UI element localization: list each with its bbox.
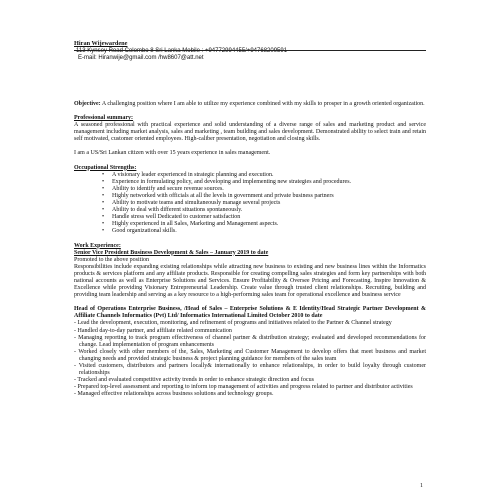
header-divider xyxy=(74,50,426,51)
email-line: E-mail: Hiranwije@gmail.com /hw8607@att.net xyxy=(78,55,204,62)
list-item: - Handled day-to-day partner, and affiliate related communication xyxy=(74,327,232,334)
list-item: • Ability to identify and secure revenue sources. xyxy=(102,186,426,193)
objective-text: A challenging position where I am able to utilize my experience combined with my skills to prosper in a growth oriented organization. xyxy=(100,101,425,107)
address-line: 113 Kynsey Road Colombo 8 Sri Lanka Mobile : +94772994455/+94768209591 xyxy=(76,47,288,54)
list-item: - Visited customers, distributors and partners locally& internationally to enhance relationships, in order to build loyalty through customer relationships xyxy=(74,363,426,377)
job1-note: Promoted to the above position xyxy=(74,256,149,263)
list-item: - Managed effective relationships across business solutions and technology groups. xyxy=(74,391,274,398)
strengths-section xyxy=(74,165,426,236)
contact-header xyxy=(74,40,426,63)
objective-label: Objective: xyxy=(74,101,101,107)
list-item: - Managing reporting to track program effectiveness of channel partner & distribution strategy; evaluated and developed recommendations for change. Lead implementation of program enhancements xyxy=(74,334,426,348)
job1-description: Responsibilities include expanding existing relationships while attracting new business to existing and new business lines within the Informatics products & services platform and any affiliate products. Responsible for creating compelling sales strategies and form key partnerships with both national accounts as well as Enterprise Solutions and Services. Ensure Profitability & Oversee Pricing and Forecasting. Inspire Innovation & Excellence while providing Visionary Entrepreneurial Leadership. Create value through trusted client relationships. Recruiting, building and providing team leadership and serving as a key resource to a high-performing sales team for operational excellence and business service xyxy=(74,263,426,299)
list-item: - Tracked and evaluated competitive activity trends in order to enhance strategic direction and focus xyxy=(74,377,314,384)
work-heading: Work Experience: xyxy=(74,242,121,249)
job2-duties xyxy=(74,320,426,398)
summary-text: A seasoned professional with practical experience and solid understanding of a diverse range of sales and marketing product and service management including market analysis, sales and marketing , team building and sales development. Demonstrated ability to select train and retain self motivated, customer oriented employees. High-caliber presentation, negotiation and closing skills. xyxy=(74,122,426,143)
job2-title: Head of Operations Enterprise Business, /Head of Sales – Enterprise Solutions & E Identity/Head Strategic Partner Development & Affiliate Channels Informatics (Pvt) Ltd/ Informatics International Limited October 2010 to date xyxy=(74,306,426,320)
list-item: • Ability to deal with different situations spontaneously. xyxy=(102,207,426,214)
list-item: • Good organizational skills. xyxy=(102,228,426,235)
strengths-heading: Occupational Strengths: xyxy=(74,164,137,171)
strengths-list xyxy=(74,172,426,236)
list-item: • Handle stress well Dedicated to customer satisfaction xyxy=(102,214,426,221)
work-experience-section xyxy=(74,243,426,300)
job2-section xyxy=(74,306,426,398)
list-item: - Lead the development, execution, monitoring, and refinement of programs and initiatives related to the Partner & Channel strategy xyxy=(74,320,392,327)
objective-section xyxy=(74,101,426,108)
job1-title: Senior Vice President Business Development & Sales – January 2019 to date xyxy=(74,249,269,256)
summary-section xyxy=(74,115,426,143)
citizenship-statement: I am a US/Sri Lankan citizen with over 15 years experience in sales management. xyxy=(74,150,271,157)
list-item: • Experience in formulating policy, and developing and implementing new strategies and procedures. xyxy=(102,179,426,186)
list-item: • A visionary leader experienced in strategic planning and execution. xyxy=(102,172,426,179)
list-item: - Worked closely with other members of the, Sales, Marketing and Customer Management to develop offers that meet business and market changing needs and provided strategic business & project planning guidance for members of the sales team xyxy=(74,348,426,362)
list-item: • Ability to motivate teams and simultaneously manage several projects xyxy=(102,200,426,207)
list-item: • Highly networked with officials at all the levels in government and private business partners xyxy=(102,193,426,200)
page-number: 1 xyxy=(420,483,423,489)
list-item: - Prepared top-level assessment and reporting to inform top management of activities and progress related to partner and distributor activities xyxy=(74,384,413,391)
candidate-name: Hiran Wijewardene xyxy=(74,40,128,47)
resume-body xyxy=(74,101,426,405)
summary-heading: Professional summary: xyxy=(74,115,134,122)
list-item: • Highly experienced in all Sales, Marketing and Management aspects. xyxy=(102,221,426,228)
